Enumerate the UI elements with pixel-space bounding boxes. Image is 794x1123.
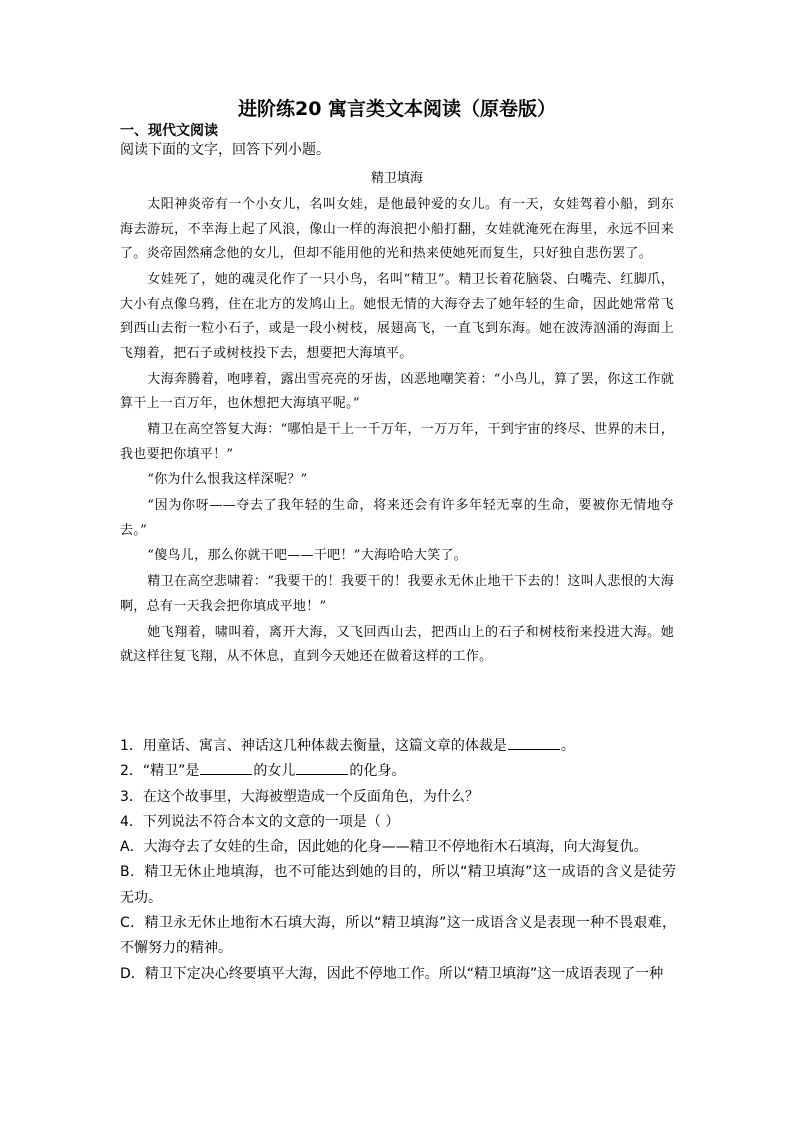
section-heading: 一、现代文阅读 [120, 123, 218, 139]
story-paragraph: “因为你呀——夺去了我年轻的生命，将来还会有许多年轻无辜的生命，要被你无情地夺去。” [120, 498, 674, 538]
answer-blank [296, 760, 348, 775]
question-2-text: 2．“精卫”是 [120, 763, 200, 780]
answer-blank [200, 760, 252, 775]
story-paragraph: 精卫在高空悲啸着：“我要干的！我要干的！我要永无休止地干下去的！这叫人悲恨的大海啊，总有一天我会把你填成平地！” [120, 574, 674, 614]
question-4: 4．下列说法不符合本文的文意的一项是（ ） [120, 813, 400, 830]
question-2-end: 的化身。 [349, 763, 406, 780]
answer-blank [508, 735, 560, 750]
question-1-end: 。 [560, 738, 575, 754]
story-paragraph: 精卫在高空答复大海：“哪怕是干上一千万年，一万万年，干到宇宙的终尽、世界的末日，我也要把你填平！” [120, 421, 674, 462]
question-2-middle: 的女儿 [253, 763, 296, 780]
question-3: 3．在这个故事里，大海被塑造成一个反面角色，为什么？ [120, 788, 479, 805]
document-title: 进阶练20 寓言类文本阅读（原卷版） [237, 98, 557, 120]
story-paragraph: 太阳神炎帝有一个小女儿，名叫女娃，是他最钟爱的女儿。有一天，女娃驾着小船，到东海去游玩，不幸海上起了风浪，像山一样的海浪把小船打翻，女娃就淹死在海里，永远不回来了。炎帝固然痛念他的女儿，但却不能用他的光和热来使她死而复生，只好独自悲伤罢了。 [120, 197, 674, 262]
story-paragraph: 女娃死了，她的魂灵化作了一只小鸟，名叫“精卫”。精卫长着花脑袋、白嘴壳、红脚爪，大小有点像乌鸦，住在北方的发鸠山上。她恨无情的大海夺去了她年轻的生命，因此她常常飞到西山去衔一粒小石子，或是一段小树枝，展翅高飞，一直飞到东海。她在波涛汹涌的海面上飞翔着，把石子或树枝投下去，想要把大海填平。 [120, 271, 674, 361]
option-c: C．精卫永无休止地衔木石填大海，所以“精卫填海”这一成语含义是表现一种不畏艰难，不懈努力的精神。 [120, 915, 676, 957]
question-1-text: 1．用童话、寓言、神话这几种体裁去衡量，这篇文章的体裁是 [120, 738, 507, 754]
story-title: 精卫填海 [370, 171, 423, 186]
story-paragraph: 大海奔腾着，咆哮着，露出雪亮亮的牙齿，凶恶地嘲笑着：“小鸟儿，算了罢，你这工作就算干上一百万年，也休想把大海填平呢。” [120, 371, 674, 412]
story-text [120, 193, 674, 671]
story-paragraph: “傻鸟儿，那么你就干吧——干吧！”大海哈哈大笑了。 [147, 548, 468, 564]
option-b: B．精卫无休止地填海，也不可能达到她的目的，所以“精卫填海”这一成语的含义是徒劳无功。 [120, 864, 676, 906]
option-a: A．大海夺去了女娃的生命，因此她的化身——精卫不停地衔木石填海，向大海复仇。 [120, 839, 648, 856]
question-2 [120, 759, 676, 784]
question-1 [120, 734, 676, 759]
story-paragraph: 她飞翔着，啸叫着，离开大海，又飞回西山去，把西山上的石子和树枝衔来投进大海。她就这样往复飞翔，从不休息，直到今天她还在做着这样的工作。 [120, 624, 674, 665]
question-list [120, 734, 676, 987]
story-paragraph: “你为什么恨我这样深呢？” [147, 472, 308, 488]
reading-instruction: 阅读下面的文字，回答下列小题。 [120, 142, 330, 158]
option-d: D．精卫下定决心终要填平大海，因此不停地工作。所以“精卫填海”这一成语表现了一种 [120, 965, 664, 982]
